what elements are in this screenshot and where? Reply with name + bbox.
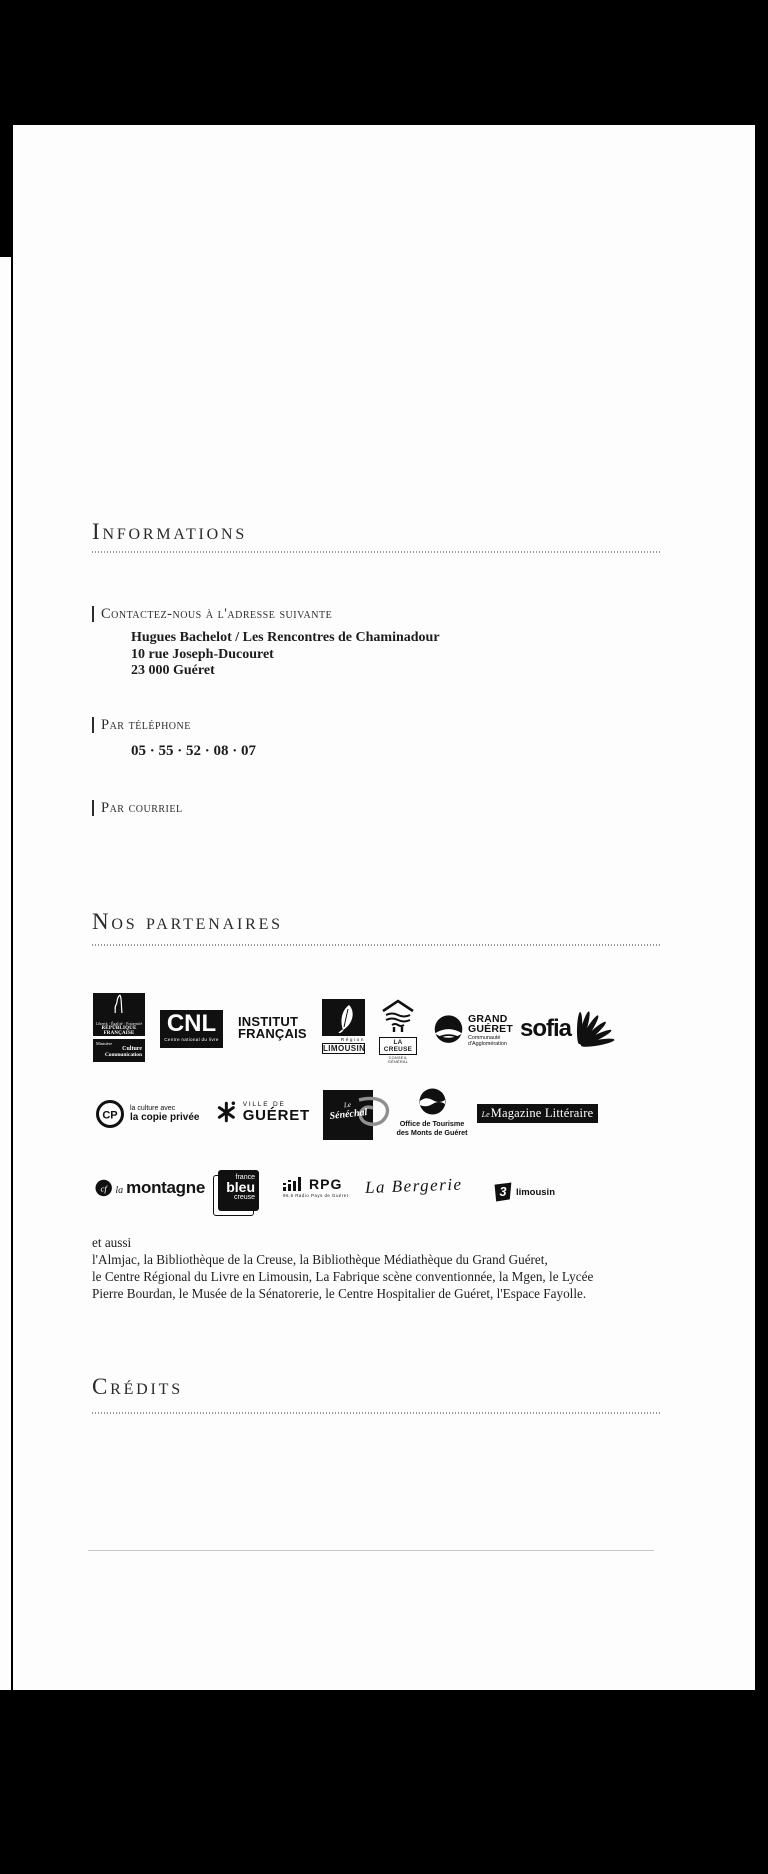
phone-number: 05 · 55 · 52 · 08 · 07 <box>131 743 257 759</box>
content-paper <box>0 125 755 1690</box>
copie-privee-wordmark: la culture avec la copie privée <box>130 1104 200 1123</box>
contact-address <box>131 630 440 680</box>
label-email: Par courriel <box>92 800 183 816</box>
logo-le-senechal[interactable] <box>323 1090 373 1140</box>
address-line: Hugues Bachelot / Les Rencontres de Chaminadour <box>131 630 440 645</box>
france3-flag-icon <box>493 1173 513 1211</box>
svg-text:CP: CP <box>102 1109 118 1122</box>
bottom-divider <box>88 1550 654 1551</box>
logo-la-bergerie[interactable]: La Bergerie <box>364 1174 463 1197</box>
leaf-fan-icon <box>575 1008 621 1050</box>
label-phone: Par téléphone <box>92 717 191 733</box>
dotted-divider-credits <box>92 1412 662 1414</box>
logo-la-montagne[interactable]: cf la montagne <box>95 1178 205 1198</box>
grand-gueret-wordmark: GRAND GUÉRET Communauté d'Agglomération <box>468 1012 513 1047</box>
feather-icon <box>331 1003 357 1033</box>
logo-ville-de-gueret[interactable] <box>215 1098 310 1126</box>
senechal-wordmark: Le Sénéchal <box>329 1100 368 1122</box>
tree-icon <box>379 998 417 1032</box>
section-title-informations: Informations <box>92 519 248 544</box>
address-line: 10 rue Joseph-Ducouret <box>131 646 274 662</box>
ministere-wordmark: Ministère Culture Communication <box>93 1039 145 1062</box>
logo-region-limousin[interactable]: Région LIMOUSIN <box>322 999 365 1054</box>
cp-monogram-icon <box>95 1099 125 1129</box>
logo-sofia[interactable]: sofia <box>520 1008 624 1050</box>
logo-office-tourisme[interactable]: Office de Tourisme des Monts de Guéret <box>392 1088 472 1138</box>
marianne-block <box>93 993 145 1036</box>
wave-circle-icon <box>419 1088 446 1115</box>
logo-france-bleu-creuse[interactable] <box>213 1170 263 1216</box>
bleu-front-card: france bleu creuse <box>218 1170 259 1211</box>
swoosh-circle-icon <box>433 1012 464 1048</box>
logo-copie-privee[interactable] <box>95 1099 203 1129</box>
svg-text:cf: cf <box>100 1183 107 1194</box>
cnl-acronym: CNL <box>166 1010 217 1037</box>
logo-conseil-general-creuse[interactable]: LA CREUSE CONSEIL GÉNÉRAL <box>379 998 417 1064</box>
logo-rpg[interactable]: RPG 96.6 Radio Pays de Guéret <box>283 1176 349 1198</box>
logo-cnl[interactable] <box>160 1010 223 1048</box>
cf-monogram-icon <box>95 1179 112 1197</box>
dotted-divider-partners <box>92 944 662 946</box>
equalizer-icon <box>283 1176 306 1191</box>
partners-more-line: l'Almjac, la Bibliothèque de la Creuse, la Bibliothèque Médiathèque du Grand Guéret, <box>92 1252 548 1267</box>
label-contact-address: Contactez-nous à l'adresse suivante <box>92 606 332 622</box>
address-line: 23 000 Guéret <box>131 663 215 678</box>
star-icon <box>215 1098 238 1126</box>
partners-more-text <box>92 1234 593 1302</box>
dotted-divider-informations <box>92 551 662 553</box>
ministere-republique: RÉPUBLIQUE FRANÇAISE <box>101 1026 137 1036</box>
et-aussi-label: et aussi <box>92 1235 132 1250</box>
ville-gueret-wordmark: VILLE DE GUÉRET <box>242 1101 310 1124</box>
section-title-credits: Crédits <box>92 1374 183 1399</box>
left-black-strip <box>0 125 11 257</box>
partners-more-line: le Centre Régional du Livre en Limousin, La Fabrique scène conventionnée, la Mgen, le Lycée <box>92 1269 594 1284</box>
partners-more-line: Pierre Bourdan, le Musée de la Sénatorerie, le Centre Hospitalier de Guéret, l'Espace Fayolle. <box>92 1286 587 1301</box>
logo-grand-gueret[interactable] <box>433 1012 513 1048</box>
section-title-partners: Nos partenaires <box>92 909 283 934</box>
logo-france3-limousin[interactable]: 3 limousin <box>493 1173 555 1211</box>
limousin-box <box>322 999 365 1036</box>
svg-text:3: 3 <box>499 1185 507 1200</box>
logo-ministere-culture[interactable] <box>93 993 145 1062</box>
logo-magazine-litteraire[interactable]: Le Magazine Littéraire <box>477 1104 598 1123</box>
ministere-motto: Liberté · Égalité · Fraternité <box>95 1022 143 1026</box>
logo-institut-francais[interactable]: INSTITUT FRANÇAIS <box>238 1014 307 1041</box>
left-border-line <box>11 125 13 1690</box>
marianne-icon <box>109 994 129 1017</box>
cnl-subtitle: Centre national du livre <box>164 1037 219 1042</box>
